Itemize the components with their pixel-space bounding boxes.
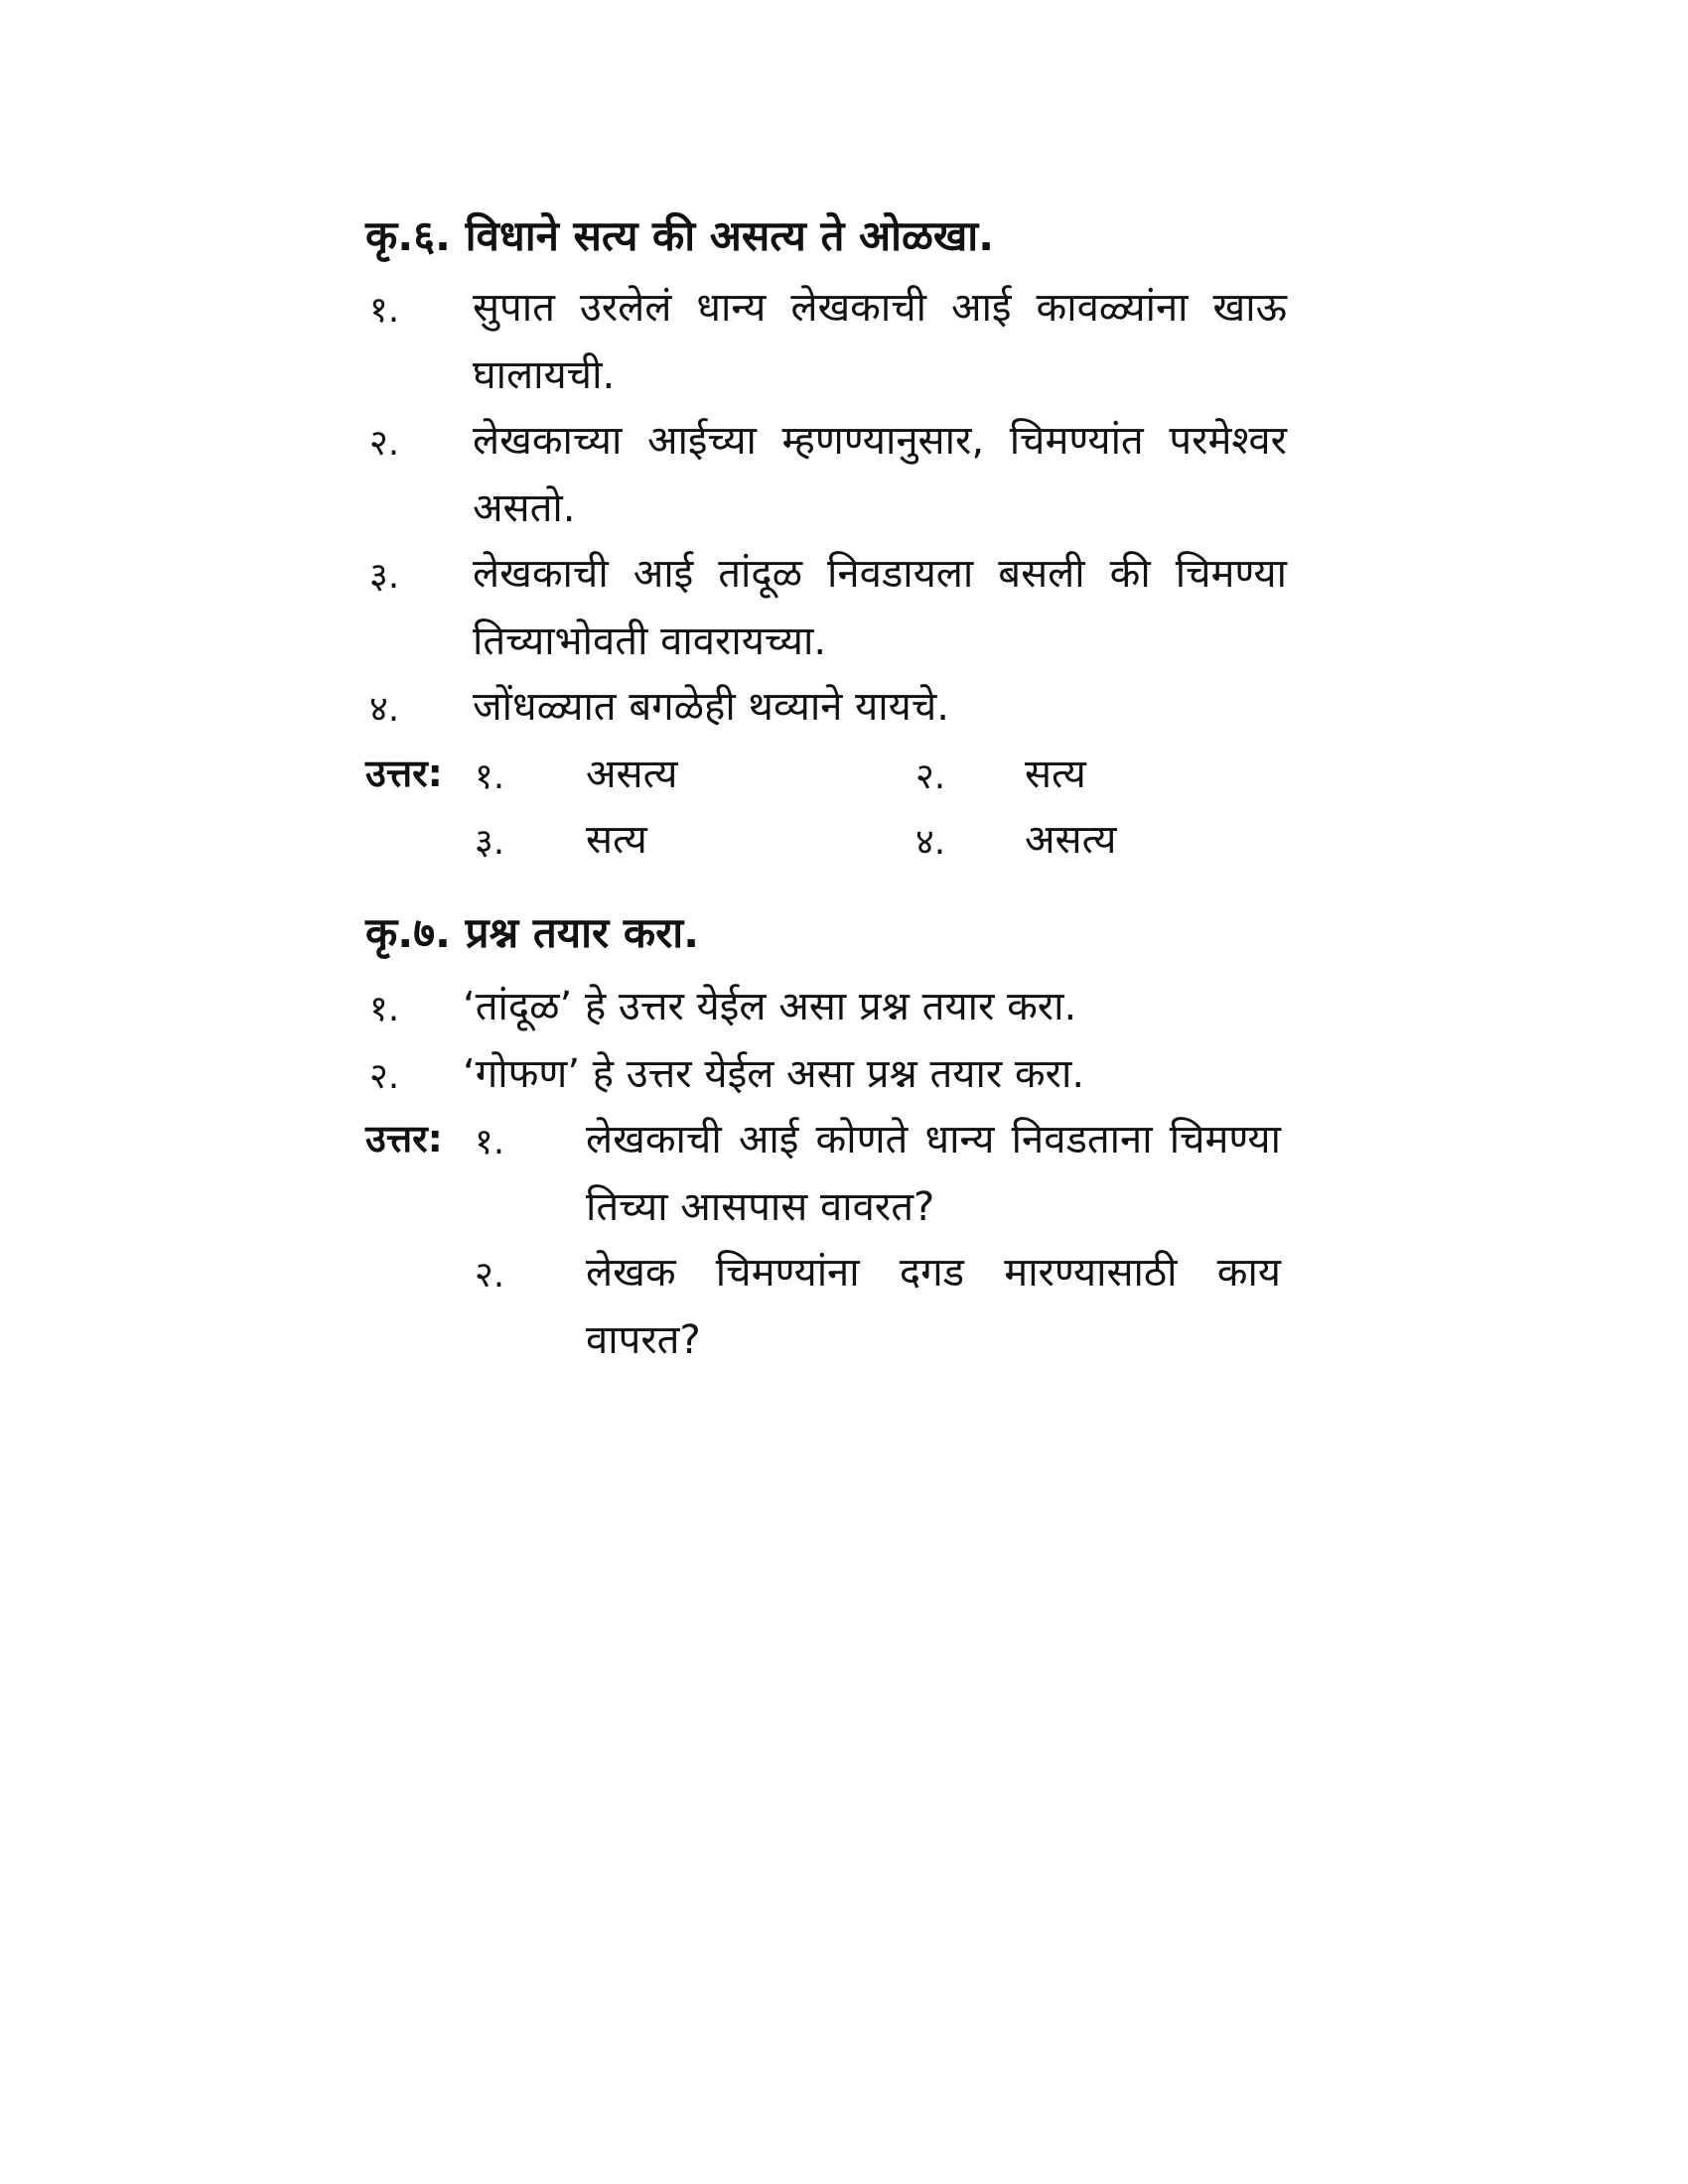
item-number: १. (369, 290, 400, 331)
answer-number: २. (915, 756, 946, 797)
answer-label: उत्तर: (365, 751, 443, 795)
answer-line: लेखकाची आई कोणते धान्य निवडताना चिमण्या (586, 1117, 1281, 1162)
answer-number: १. (475, 756, 505, 797)
item-number: १. (369, 989, 400, 1029)
statement-line: जोंधळ्यात बगळेही थव्याने यायचे. (473, 684, 949, 730)
statement-line: लेखकाची आई तांदूळ निवडायला बसली की चिमण्या (473, 551, 1287, 597)
statement-line: तिच्याभोवती वावरायच्या. (473, 618, 827, 664)
statement-line: घालायची. (473, 352, 616, 398)
item-number: २. (369, 423, 400, 464)
answer-number: ३. (475, 822, 505, 863)
statement-line: सुपात उरलेलं धान्य लेखकाची आई कावळ्यांना खाऊ (473, 285, 1287, 331)
answer-label: उत्तर: (365, 1117, 443, 1160)
answer-value: सत्य (586, 817, 647, 863)
question-prompt: ‘गोफण’ हे उत्तर येईल असा प्रश्न तयार करा. (463, 1051, 1085, 1097)
item-number: २. (369, 1056, 400, 1097)
answer-value: सत्य (1025, 751, 1086, 797)
answer-number: ४. (915, 822, 946, 863)
item-number: ३. (369, 556, 400, 597)
answer-line: वापरत? (586, 1317, 701, 1363)
section-7-heading: कृ.७. प्रश्न तयार करा. (365, 908, 700, 957)
answer-line: लेखक चिमण्यांना दगड मारण्यासाठी काय (586, 1250, 1281, 1296)
section-6-heading: कृ.६. विधाने सत्य की असत्य ते ओळखा. (365, 211, 995, 260)
question-prompt: ‘तांदूळ’ हे उत्तर येईल असा प्रश्न तयार करा. (463, 984, 1077, 1029)
answer-value: असत्य (1025, 817, 1117, 863)
answer-number: १. (475, 1122, 505, 1162)
statement-line: लेखकाच्या आईच्या म्हणण्यानुसार, चिमण्यांत परमेश्वर (473, 418, 1287, 464)
item-number: ४. (369, 689, 400, 730)
statement-line: असतो. (473, 485, 576, 531)
answer-line: तिच्या आसपास वावरत? (586, 1184, 935, 1230)
answer-value: असत्य (586, 751, 678, 797)
answer-number: २. (475, 1255, 505, 1296)
